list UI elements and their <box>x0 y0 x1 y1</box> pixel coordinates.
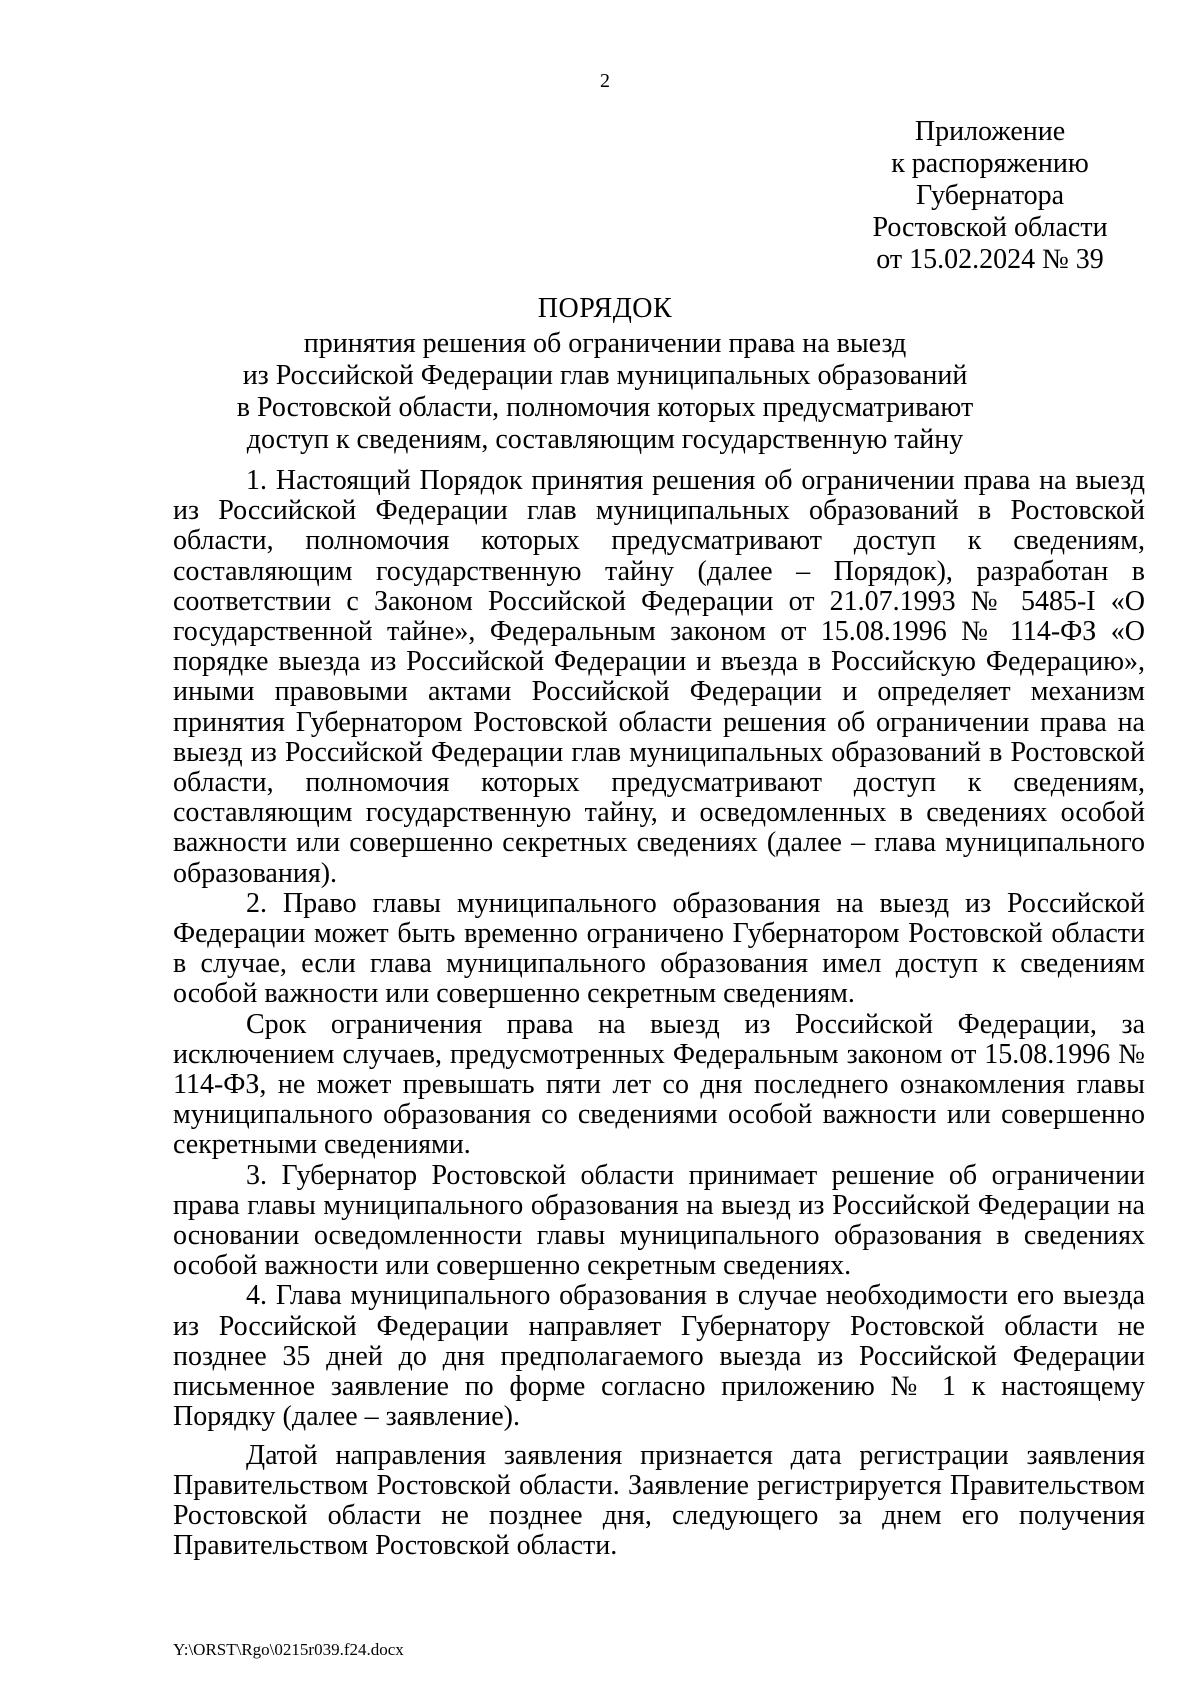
subtitle-line: из Российской Федерации глав муниципальных образований <box>242 360 968 391</box>
subtitle-line: в Ростовской области, полномочия которых предусматривают <box>236 392 974 423</box>
paragraph-1: 1. Настоящий Порядок принятия решения об ограничении права на выезд из Российской Федерации глав муниципальных образований в Ростовской области, полномочия которых предусматривают доступ к сведениям, составляющим государственную тайну (далее – Порядок), разработан в соответствии с Законом Российской Федерации от 21.07.1993 № 5485-I «О государственной тайне», Федеральным законом от 15.08.1996 № 114-ФЗ «О порядке выезда из Российской Федерации и въезда в Российскую Федерацию», иными правовыми актами Российской Федерации и определяет механизм принятия Губернатором Ростовской области решения об ограничении права на выезд из Российской Федерации глав муниципальных образований в Ростовской области, полномочия которых предусматривают доступ к сведениям, составляющим государственную тайну, и осведомленных в сведениях особой важности или совершенно секретных сведениях (далее – глава муниципального образования). <box>173 465 1145 889</box>
appendix-line: Ростовской области <box>872 212 1108 243</box>
paragraph-2-continued: Срок ограничения права на выезд из Российской Федерации, за исключением случаев, предусмотренных Федеральным законом от 15.08.1996 № 114-ФЗ, не может превышать пяти лет со дня последнего ознакомления главы муниципального образования со сведениями особой важности или совершенно секретными сведениями. <box>173 1008 1145 1161</box>
appendix-line: к распоряжению <box>891 148 1089 179</box>
subtitle-line: доступ к сведениям, составляющим государственную тайну <box>246 424 964 455</box>
document-body <box>173 466 1145 1561</box>
document-title: ПОРЯДОК <box>537 293 673 324</box>
subtitle-line: принятия решения об ограничении права на выезд <box>303 328 907 359</box>
paragraph-4: 4. Глава муниципального образования в случае необходимости его выезда из Российской Федерации направляет Губернатору Ростовской области не позднее 35 дней до дня предполагаемого выезда из Российской Федерации письменное заявление по форме согласно приложению № 1 к настоящему Порядку (далее – заявление). <box>173 1280 1145 1433</box>
appendix-block <box>840 116 1140 276</box>
appendix-line: Губернатора <box>915 180 1065 211</box>
paragraph-2: 2. Право главы муниципального образования на выезд из Российской Федерации может быть временно ограничено Губернатором Ростовской области в случае, если глава муниципального образования имел доступ к сведениям особой важности или совершенно секретным сведениям. <box>173 887 1145 1010</box>
paragraph-3: 3. Губернатор Ростовской области принимает решение об ограничении права главы муниципального образования на выезд из Российской Федерации на основании осведомленности главы муниципального образования в сведениях особой важности или совершенно секретным сведениях. <box>173 1159 1145 1282</box>
file-path-footer: Y:\ORST\Rgo\0215r039.f24.docx <box>173 1640 404 1659</box>
appendix-line: от 15.02.2024 № 39 <box>876 244 1104 275</box>
paragraph-4-continued: Датой направления заявления признается дата регистрации заявления Правительством Ростовской области. Заявление регистрируется Правительством Ростовской области не позднее дня, следующего за днем его получения Правительством Ростовской области. <box>173 1439 1145 1562</box>
document-subtitle <box>160 328 1050 456</box>
appendix-line: Приложение <box>914 116 1066 147</box>
page-number: 2 <box>600 70 610 92</box>
